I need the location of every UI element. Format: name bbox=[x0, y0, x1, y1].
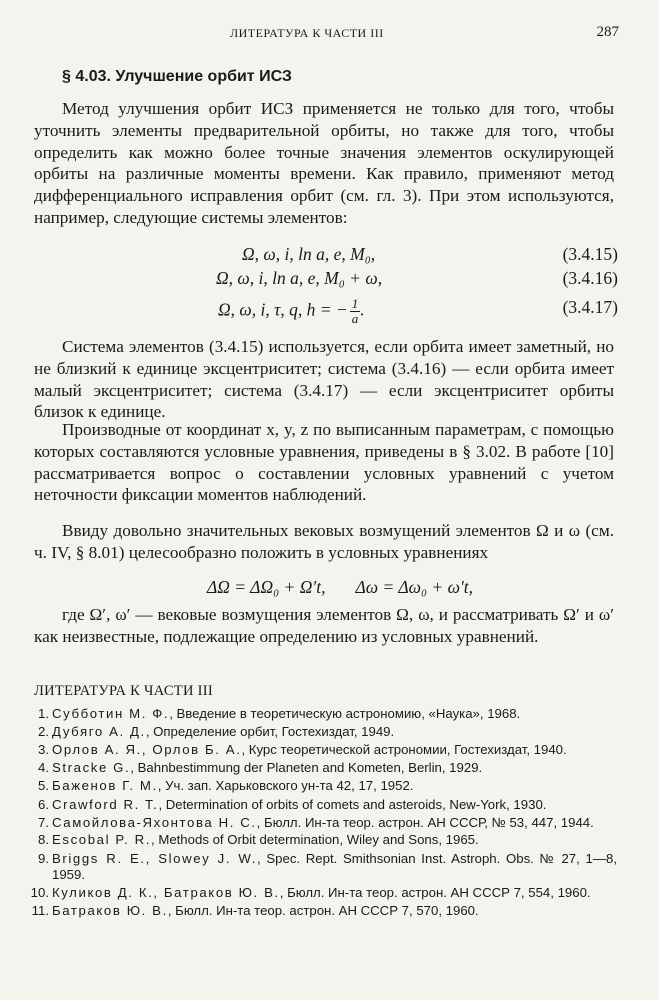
formula-node-longitude: ΔΩ = ΔΩ₀ + Ω′t, bbox=[207, 577, 326, 597]
reference-text: , Бюлл. Ин-та теор. астрон. АН СССР 7, 554, 1960. bbox=[279, 884, 591, 900]
reference-list bbox=[22, 706, 617, 921]
reference-item bbox=[22, 885, 617, 901]
fraction bbox=[350, 297, 361, 326]
reference-item bbox=[22, 742, 617, 758]
reference-author: Баженов Г. М. bbox=[52, 778, 158, 794]
reference-author: Субботин М. Ф. bbox=[52, 706, 170, 721]
reference-item bbox=[22, 815, 617, 831]
reference-author: Crawford R. T. bbox=[52, 796, 159, 812]
reference-author: Briggs R. E., Slowey J. W. bbox=[52, 850, 257, 866]
reference-number: 3. bbox=[38, 742, 49, 758]
formula-tail: . bbox=[360, 299, 365, 320]
reference-item bbox=[22, 851, 617, 884]
reference-number: 10. bbox=[30, 884, 49, 900]
references-heading: ЛИТЕРАТУРА К ЧАСТИ III bbox=[34, 683, 214, 699]
page-number: 287 bbox=[596, 24, 619, 40]
reference-item bbox=[22, 903, 617, 919]
paragraph-unknowns: где Ω′, ω′ — вековые возмущения элементов Ω, ω, и рассматривать Ω′ и ω′ как неизвестные, подлежащие определению из условных уравнений. bbox=[34, 605, 614, 646]
reference-author: Escobal P. R. bbox=[52, 832, 151, 848]
reference-number: 8. bbox=[38, 832, 49, 848]
reference-text: , Бюлл. Ин-та теор. астрон. АН СССР, № 53, 447, 1944. bbox=[256, 814, 594, 830]
fraction-numerator: 1 bbox=[351, 296, 359, 311]
running-head bbox=[60, 26, 619, 46]
equation-number: (3.4.15) bbox=[562, 244, 618, 264]
reference-text: , Курс теоретической астрономии, Гостехиздат, 1940. bbox=[241, 742, 567, 758]
reference-author: Батраков Ю. В. bbox=[52, 902, 168, 918]
reference-number: 2. bbox=[38, 723, 49, 739]
running-title: ЛИТЕРАТУРА К ЧАСТИ III bbox=[230, 26, 384, 40]
reference-text: , Spec. Rept. Smithsonian Inst. Astroph. Obs. № 27, 1—8, 1959. bbox=[52, 850, 618, 883]
reference-text: , Определение орбит, Гостехиздат, 1949. bbox=[145, 723, 395, 739]
section-heading: § 4.03. Улучшение орбит ИСЗ bbox=[62, 68, 292, 85]
reference-text: , Бюлл. Ин-та теор. астрон. АН СССР 7, 570, 1960. bbox=[167, 902, 479, 918]
paragraph-systems: Система элементов (3.4.15) используется, если орбита имеет заметный, но не близкий к единице эксцентриситет; система (3.4.16) — если орбита имеет малый эксцентриситет; система (3.4.17) — если эксцентриситет орбиты близок к единице. bbox=[34, 337, 614, 422]
reference-item bbox=[22, 706, 617, 722]
reference-text: , Уч. зап. Харьковского ун-та 42, 17, 1952. bbox=[157, 778, 414, 794]
reference-text: , Determination of orbits of comets and asteroids, New-York, 1930. bbox=[158, 796, 547, 812]
reference-number: 9. bbox=[38, 850, 49, 866]
reference-item bbox=[22, 760, 617, 776]
reference-number: 11. bbox=[31, 902, 49, 918]
reference-item bbox=[22, 724, 617, 740]
formula-expression: Ω, ω, i, ln a, e, M₀ + ω, bbox=[216, 268, 383, 288]
formula-expression: Ω, ω, i, ln a, e, M₀, bbox=[242, 244, 376, 264]
reference-number: 7. bbox=[38, 814, 49, 830]
formula-perigee-argument: Δω = Δω₀ + ω′t, bbox=[355, 577, 474, 597]
reference-author: Stracke G. bbox=[52, 760, 131, 776]
reference-number: 4. bbox=[38, 760, 49, 776]
secular-perturbation-formula bbox=[207, 577, 473, 598]
reference-number: 5. bbox=[38, 778, 49, 794]
equation-number: (3.4.16) bbox=[562, 268, 618, 288]
reference-number: 1. bbox=[38, 706, 49, 721]
reference-item bbox=[22, 832, 617, 848]
paragraph-intro: Метод улучшения орбит ИСЗ применяется не только для того, чтобы уточнить элементы предварительной орбиты, но также для того, чтобы определить как можно более точные значения элементов оскулирующей орбиты на различные моменты времени. Как правило, применяют метод дифференциального исправления орбит (см. гл. 3). При этом используются, например, следующие системы элементов: bbox=[34, 99, 614, 227]
reference-author: Куликов Д. К., Батраков Ю. В. bbox=[52, 884, 280, 900]
formula-expression-with-fraction bbox=[218, 297, 365, 326]
reference-author: Самойлова-Яхонтова Н. С. bbox=[52, 814, 257, 830]
reference-author: Дубяго А. Д. bbox=[52, 723, 146, 739]
reference-text: , Введение в теоретическую астрономию, «Наука», 1968. bbox=[169, 706, 521, 721]
reference-author: Орлов А. Я., Орлов Б. А. bbox=[52, 742, 242, 758]
reference-item bbox=[22, 778, 617, 794]
reference-number: 6. bbox=[38, 796, 49, 812]
paragraph-secular: Ввиду довольно значительных вековых возмущений элементов Ω и ω (см. ч. IV, § 8.01) целесообразно положить в условных уравнениях bbox=[34, 521, 614, 562]
paragraph-derivatives: Производные от координат x, y, z по выписанным параметрам, с помощью которых составляются условные уравнения, приведены в § 3.02. В работе [10] рассматривается вопрос о составлении условных уравнений с учетом неточности фиксации моментов наблюдений. bbox=[34, 420, 614, 505]
formula-expression: Ω, ω, i, τ, q, h = − bbox=[218, 299, 348, 320]
reference-item bbox=[22, 797, 617, 813]
fraction-denominator: a bbox=[351, 311, 359, 326]
reference-text: , Bahnbestimmung der Planeten and Kometen, Berlin, 1929. bbox=[130, 760, 483, 776]
equation-number: (3.4.17) bbox=[562, 297, 618, 317]
reference-text: , Methods of Orbit determination, Wiley and Sons, 1965. bbox=[151, 832, 479, 848]
